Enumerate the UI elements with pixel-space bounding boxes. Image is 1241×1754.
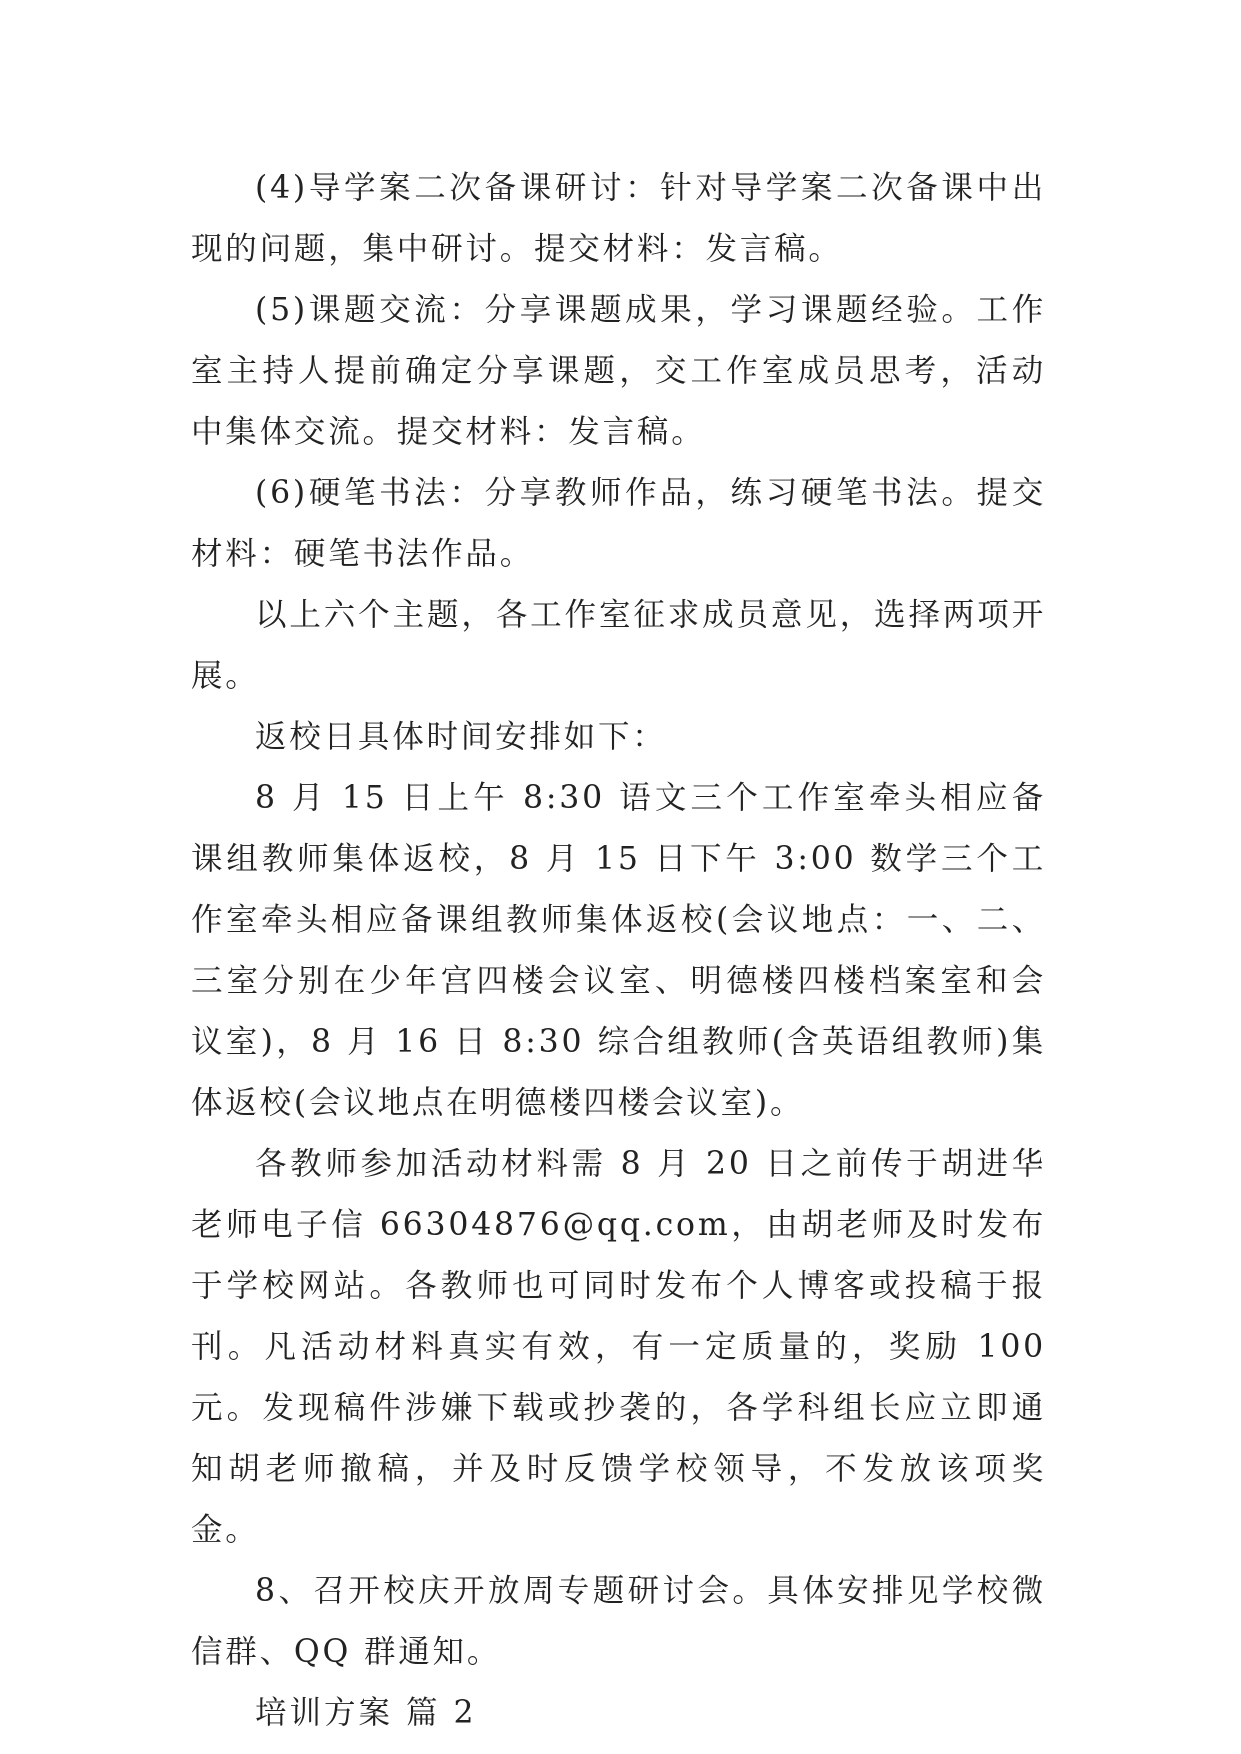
- paragraph-item-5: (5)课题交流：分享课题成果，学习课题经验。工作室主持人提前确定分享课题，交工作室成员思考，活动中集体交流。提交材料：发言稿。: [191, 292, 1046, 450]
- paragraph-schedule-intro: 返校日具体时间安排如下：: [255, 719, 667, 755]
- paragraph-item-4: (4)导学案二次备课研讨：针对导学案二次备课中出现的问题，集中研讨。提交材料：发言稿。: [191, 170, 1046, 267]
- paragraph-seminar: 8、召开校庆开放周专题研讨会。具体安排见学校微信群、QQ 群通知。: [191, 1573, 1046, 1670]
- paragraph-schedule-details: 8 月 15 日上午 8:30 语文三个工作室牵头相应备课组教师集体返校，8 月 15 日下午 3:00 数学三个工作室牵头相应备课组教师集体返校(会议地点：一、二、三室分别在少年宫四楼会议室、明德楼四楼档案室和会议室)，8 月 16 日 8:30 综合组教师(含英语组教师)集体返校(会议地点在明德楼四楼会议室)。: [191, 780, 1046, 1121]
- section-heading: 培训方案 篇 2: [255, 1695, 477, 1731]
- paragraph-item-6: (6)硬笔书法：分享教师作品，练习硬笔书法。提交材料：硬笔书法作品。: [191, 475, 1046, 572]
- paragraph-materials: 各教师参加活动材料需 8 月 20 日之前传于胡进华老师电子信 66304876@qq.com，由胡老师及时发布于学校网站。各教师也可同时发布个人博客或投稿于报刊。凡活动材料真实有效，有一定质量的，奖励 100 元。发现稿件涉嫌下载或抄袭的，各学科组长应立即通知胡老师撤稿，并及时反馈学校领导，不发放该项奖金。: [191, 1146, 1046, 1548]
- paragraph-summary: 以上六个主题，各工作室征求成员意见，选择两项开展。: [191, 597, 1046, 694]
- document-body: [191, 158, 1046, 1744]
